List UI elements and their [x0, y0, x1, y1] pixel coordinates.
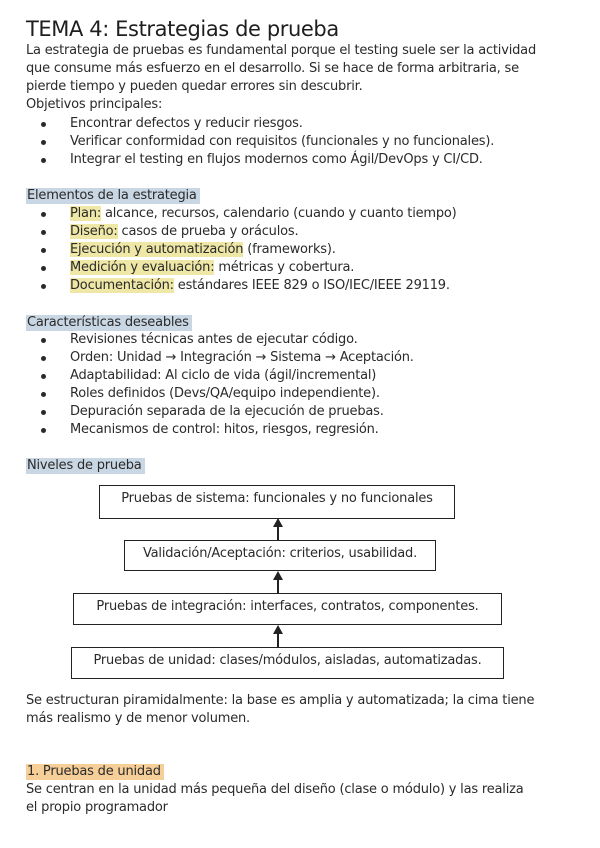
list-item — [0, 205, 600, 223]
arrow-up-icon — [273, 625, 283, 634]
bullet-icon — [41, 122, 46, 127]
term-description: (frameworks). — [243, 242, 336, 257]
level-box-integration: Pruebas de integración: interfaces, contratos, componentes. — [73, 593, 502, 625]
intro-line: que consume más esfuerzo en el desarrollo. Si se hace de forma arbitraria, se — [26, 61, 519, 76]
list-item: Adaptabilidad: Al ciclo de vida (ágil/incremental) — [0, 367, 600, 385]
term-highlight: Documentación: — [70, 278, 174, 293]
list-item: Orden: Unidad → Integración → Sistema → Aceptación. — [0, 349, 600, 367]
list-item: Depuración separada de la ejecución de pruebas. — [0, 403, 600, 421]
list-item — [0, 241, 600, 259]
section-heading-elements: Elementos de la estrategia — [26, 188, 200, 204]
list-item: Integrar el testing en flujos modernos como Ágil/DevOps y CI/CD. — [0, 151, 600, 169]
page-title: TEMA 4: Estrategias de prueba — [26, 17, 339, 41]
characteristics-list — [0, 331, 600, 439]
term-description: métricas y cobertura. — [214, 260, 355, 275]
summary-line: más realismo y de menor volumen. — [26, 711, 250, 726]
bullet-icon — [41, 410, 46, 415]
arrow-up-icon — [273, 571, 283, 580]
bullet-icon — [41, 338, 46, 343]
term-highlight: Diseño: — [70, 224, 118, 239]
section-heading-unit-tests: 1. Pruebas de unidad — [26, 764, 164, 780]
bullet-icon — [41, 248, 46, 253]
list-item: Roles definidos (Devs/QA/equipo independiente). — [0, 385, 600, 403]
level-box-unit: Pruebas de unidad: clases/módulos, aisladas, automatizadas. — [71, 647, 504, 679]
bullet-icon — [41, 392, 46, 397]
term-highlight: Medición y evaluación: — [70, 260, 215, 275]
paragraph-line: Se centran en la unidad más pequeña del diseño (clase o módulo) y las realiza — [26, 782, 524, 797]
intro-paragraph — [26, 42, 578, 114]
list-item — [0, 223, 600, 241]
bullet-icon — [41, 158, 46, 163]
list-item — [0, 259, 600, 277]
intro-line: La estrategia de pruebas es fundamental porque el testing suele ser la actividad — [26, 43, 536, 58]
section-heading-characteristics: Características deseables — [26, 315, 192, 331]
list-item: Mecanismos de control: hitos, riesgos, regresión. — [0, 421, 600, 439]
list-item: Revisiones técnicas antes de ejecutar código. — [0, 331, 600, 349]
level-box-system: Pruebas de sistema: funcionales y no funcionales — [99, 485, 455, 519]
bullet-icon — [41, 374, 46, 379]
bullet-icon — [41, 230, 46, 235]
level-box-acceptance: Validación/Aceptación: criterios, usabilidad. — [124, 540, 436, 571]
paragraph-line: el propio programador — [26, 800, 168, 815]
list-item — [0, 277, 600, 295]
section-heading-levels: Niveles de prueba — [26, 458, 145, 474]
objectives-label: Objetivos principales: — [26, 97, 163, 112]
term-highlight: Plan: — [70, 206, 102, 221]
term-highlight: Ejecución y automatización — [70, 242, 244, 257]
objectives-list — [0, 115, 600, 169]
list-item: Verificar conformidad con requisitos (funcionales y no funcionales). — [0, 133, 600, 151]
term-description: casos de prueba y oráculos. — [117, 224, 299, 239]
arrow-up-icon — [273, 518, 283, 527]
levels-summary — [26, 692, 578, 728]
bullet-icon — [41, 266, 46, 271]
bullet-icon — [41, 356, 46, 361]
bullet-icon — [41, 140, 46, 145]
term-description: estándares IEEE 829 o ISO/IEC/IEEE 29119. — [173, 278, 450, 293]
summary-line: Se estructuran piramidalmente: la base es amplia y automatizada; la cima tiene — [26, 693, 535, 708]
intro-line: pierde tiempo y pueden quedar errores sin descubrir. — [26, 79, 363, 94]
bullet-icon — [41, 428, 46, 433]
bullet-icon — [41, 212, 46, 217]
term-description: alcance, recursos, calendario (cuando y cuanto tiempo) — [101, 206, 457, 221]
bullet-icon — [41, 284, 46, 289]
elements-list — [0, 205, 600, 295]
list-item: Encontrar defectos y reducir riesgos. — [0, 115, 600, 133]
unit-tests-paragraph — [26, 781, 578, 817]
